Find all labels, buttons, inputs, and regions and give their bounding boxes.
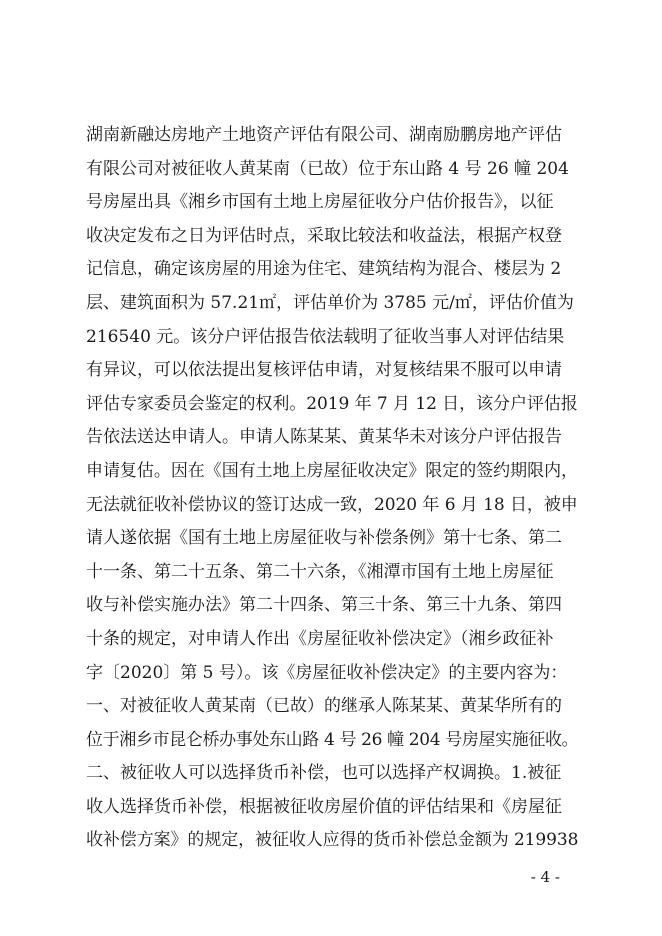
text-line: 告依法送达申请人。申请人陈某某、黄某华未对该分户评估报告	[86, 427, 562, 448]
text-line: 无法就征收补偿协议的签订达成一致，2020 年 6 月 18 日，被申	[86, 494, 578, 515]
text-line: 收与补偿实施办法》第二十四条、第三十条、第三十九条、第四	[86, 595, 562, 616]
text-line: 收人选择货币补偿，根据被征收房屋价值的评估结果和《房屋征	[86, 796, 562, 817]
text-line: 二、被征收人可以选择货币补偿，也可以选择产权调换。1.被征	[86, 763, 562, 784]
page-number: - 4 -	[530, 868, 560, 886]
body-text	[86, 119, 578, 858]
text-line: 字〔2020〕第 5 号）。该《房屋征收补偿决定》的主要内容为：	[86, 662, 568, 683]
text-line: 位于湘乡市昆仑桥办事处东山路 4 号 26 幢 204 号房屋实施征收。	[86, 729, 579, 750]
text-line: 湖南新融达房地产土地资产评估有限公司、湖南励鹏房地产评估	[86, 125, 562, 145]
text-line: 十一条、第二十五条、第二十六条，《湘潭市国有土地上房屋征	[86, 561, 554, 582]
text-line: 有限公司对被征收人黄某南（已故）位于东山路 4 号 26 幢 204	[86, 158, 569, 179]
text-line: 层、建筑面积为 57.21㎡，评估单价为 3785 元/㎡，评估价值为	[86, 292, 574, 313]
text-line: 请人遂依据《国有土地上房屋征收与补偿条例》第十七条、第二	[86, 528, 562, 549]
text-line: 号房屋出具《湘乡市国有土地上房屋征收分户估价报告》，以征	[86, 192, 554, 213]
text-line: 申请复估。因在《国有土地上房屋征收决定》限定的签约期限内，	[86, 460, 578, 481]
text-line: 216540 元。该分户评估报告依法载明了征收当事人对评估结果	[86, 326, 565, 347]
text-line: 评估专家委员会鉴定的权利。2019 年 7 月 12 日，该分户评估报	[86, 393, 578, 414]
text-line: 有异议，可以依法提出复核评估申请，对复核结果不服可以申请	[86, 360, 562, 381]
text-line: 收决定发布之日为评估时点，采取比较法和收益法，根据产权登	[86, 225, 562, 246]
text-line: 收补偿方案》的规定，被征收人应得的货币补偿总金额为 219938	[86, 830, 579, 851]
text-line: 一、对被征收人黄某南（已故）的继承人陈某某、黄某华所有的	[86, 696, 562, 717]
text-line: 记信息，确定该房屋的用途为住宅、建筑结构为混合、楼层为 2	[86, 259, 562, 280]
text-line: 十条的规定，对申请人作出《房屋征收补偿决定》（湘乡政征补	[86, 628, 554, 649]
